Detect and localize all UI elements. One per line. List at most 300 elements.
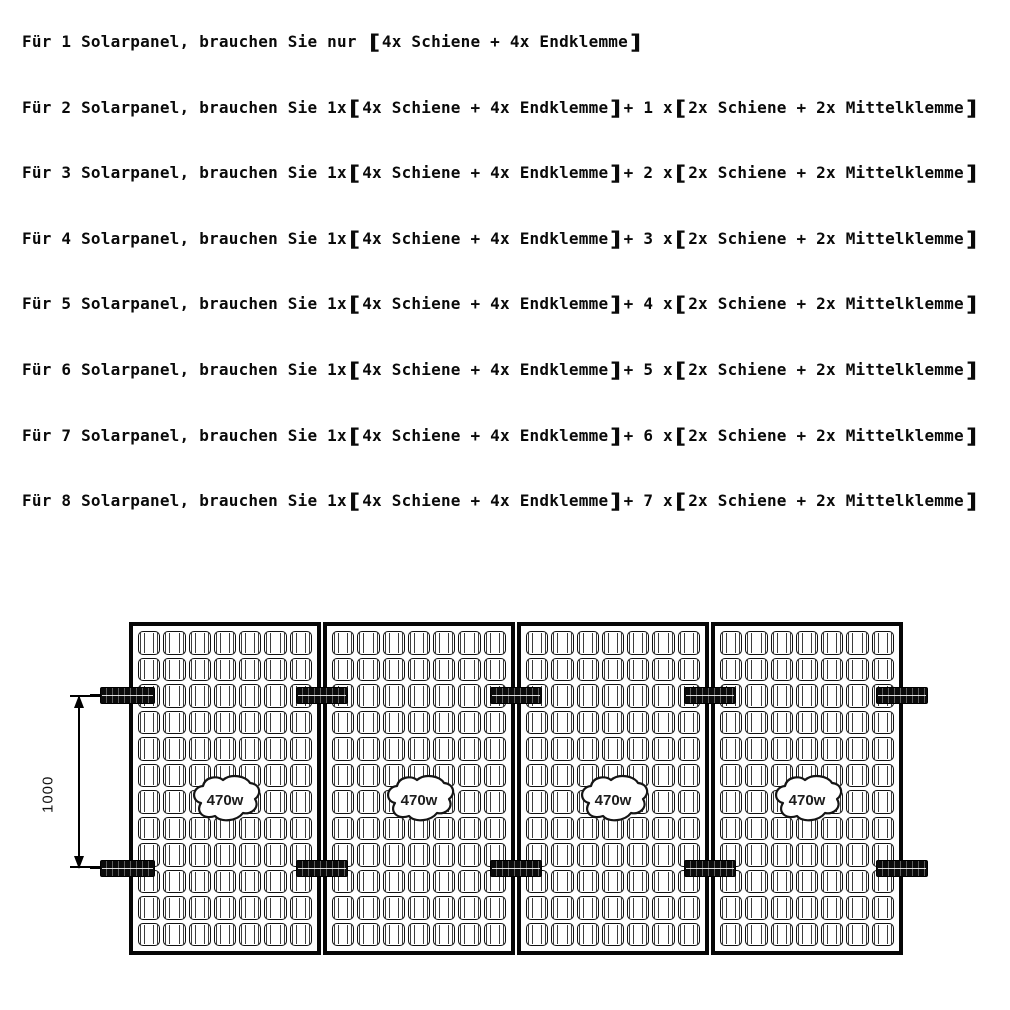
wattage-cloud (186, 772, 264, 828)
solar-cell (383, 923, 405, 947)
solar-cell (551, 711, 573, 735)
solar-cell (332, 631, 354, 655)
instruction-line: Für 3 Solarpanel, brauchen Sie 1x[ 4x Schiene + 4x Endklemme] + 2 x[ 2x Schiene + 2x Mittelklemme] (22, 161, 978, 186)
open-bracket: [ (348, 292, 361, 317)
solar-cell (720, 790, 742, 814)
solar-cell (846, 764, 868, 788)
solar-cell (846, 684, 868, 708)
solar-cell (264, 843, 286, 867)
solar-cell (458, 631, 480, 655)
solar-cell (433, 896, 455, 920)
open-bracket: [ (674, 292, 687, 317)
close-bracket: ] (610, 292, 622, 317)
solar-cell (652, 817, 674, 841)
solar-cell (458, 711, 480, 735)
solar-cell (652, 711, 674, 735)
solar-cell (408, 737, 430, 761)
solar-cell (214, 737, 236, 761)
solar-cell (745, 658, 767, 682)
solar-cell (627, 737, 649, 761)
solar-cell (796, 631, 818, 655)
solar-cell (239, 923, 261, 947)
solar-cell (846, 923, 868, 947)
solar-cell (239, 631, 261, 655)
solar-cell (796, 658, 818, 682)
end-clamp-icon (100, 687, 155, 704)
mid-clamp-icon (684, 860, 736, 877)
solar-cell (846, 817, 868, 841)
solar-cell (652, 737, 674, 761)
solar-cell (264, 870, 286, 894)
end-clamp-icon (876, 860, 928, 877)
solar-cell (678, 658, 700, 682)
solar-cell (357, 843, 379, 867)
solar-cell (771, 631, 793, 655)
solar-cell (526, 790, 548, 814)
solar-cell (771, 896, 793, 920)
solar-cell (551, 684, 573, 708)
solar-cell (577, 737, 599, 761)
solar-cell (239, 870, 261, 894)
solar-cell (796, 737, 818, 761)
solar-cell (846, 870, 868, 894)
solar-cell (214, 870, 236, 894)
solar-cell (458, 658, 480, 682)
solar-cell (383, 870, 405, 894)
solar-cell (357, 631, 379, 655)
solar-cell (264, 923, 286, 947)
solar-cell (383, 896, 405, 920)
dimension-line (78, 697, 80, 867)
solar-cell (264, 764, 286, 788)
solar-cell (678, 923, 700, 947)
solar-cell (771, 923, 793, 947)
solar-cell (189, 711, 211, 735)
solar-cell (872, 711, 894, 735)
solar-cell (484, 658, 506, 682)
solar-cell (332, 764, 354, 788)
solar-cell (357, 711, 379, 735)
wattage-label: 470w (788, 791, 826, 809)
close-bracket: ] (965, 226, 978, 251)
solar-cell (551, 843, 573, 867)
solar-cell (551, 631, 573, 655)
solar-cell (652, 923, 674, 947)
open-bracket: [ (674, 95, 687, 120)
close-bracket: ] (965, 292, 978, 317)
solar-cell (678, 817, 700, 841)
solar-cell (458, 764, 480, 788)
solar-cell (821, 631, 843, 655)
solar-cell (577, 896, 599, 920)
solar-cell (872, 790, 894, 814)
solar-cell (332, 896, 354, 920)
solar-cell (189, 896, 211, 920)
solar-cell (357, 896, 379, 920)
solar-cell (652, 764, 674, 788)
solar-cell (627, 870, 649, 894)
solar-cell (214, 923, 236, 947)
solar-cell (872, 737, 894, 761)
solar-cell (821, 843, 843, 867)
instruction-line: Für 5 Solarpanel, brauchen Sie 1x[ 4x Schiene + 4x Endklemme] + 4 x[ 2x Schiene + 2x Mittelklemme] (22, 292, 978, 317)
solar-cell (551, 817, 573, 841)
open-bracket: [ (348, 95, 361, 120)
solar-cell (239, 711, 261, 735)
solar-cell (577, 843, 599, 867)
solar-cell (846, 790, 868, 814)
close-bracket: ] (610, 489, 622, 514)
open-bracket: [ (348, 357, 361, 382)
solar-cell (602, 684, 624, 708)
solar-cell (239, 737, 261, 761)
solar-cell (602, 737, 624, 761)
solar-cell (678, 790, 700, 814)
solar-cell (771, 843, 793, 867)
solar-cell (846, 737, 868, 761)
solar-cell (433, 843, 455, 867)
solar-cell (357, 737, 379, 761)
solar-cell (458, 870, 480, 894)
solar-cell (264, 631, 286, 655)
solar-cell (846, 896, 868, 920)
wattage-label: 470w (206, 791, 244, 809)
solar-cell (163, 923, 185, 947)
solar-cell (458, 737, 480, 761)
solar-cell (652, 631, 674, 655)
solar-cell (484, 923, 506, 947)
solar-cell (383, 737, 405, 761)
solar-cell (745, 764, 767, 788)
solar-cell (264, 711, 286, 735)
solar-cell (163, 764, 185, 788)
solar-cell (189, 870, 211, 894)
close-bracket: ] (965, 423, 978, 448)
solar-cell (484, 817, 506, 841)
solar-cell (771, 658, 793, 682)
solar-cell (383, 684, 405, 708)
solar-panel (517, 622, 709, 955)
solar-cell (458, 843, 480, 867)
solar-cell (138, 817, 160, 841)
solar-cell (163, 790, 185, 814)
solar-cell (821, 658, 843, 682)
solar-cell (577, 870, 599, 894)
solar-cell (821, 870, 843, 894)
solar-cell (138, 896, 160, 920)
end-clamp-icon (876, 687, 928, 704)
close-bracket: ] (610, 226, 622, 251)
solar-cell (627, 711, 649, 735)
solar-cell (678, 896, 700, 920)
solar-panel (129, 622, 321, 955)
solar-cell (189, 658, 211, 682)
solar-cell (577, 658, 599, 682)
solar-cell (163, 737, 185, 761)
solar-cell (138, 711, 160, 735)
solar-cell (138, 658, 160, 682)
solar-cell (678, 631, 700, 655)
solar-cell (433, 737, 455, 761)
solar-cell (796, 870, 818, 894)
solar-cell (526, 631, 548, 655)
solar-cell (652, 790, 674, 814)
mid-clamp-icon (296, 687, 348, 704)
open-bracket: [ (674, 357, 687, 382)
solar-cell (551, 870, 573, 894)
solar-cell (189, 684, 211, 708)
open-bracket: [ (348, 226, 361, 251)
solar-cell (408, 684, 430, 708)
solar-cell (627, 896, 649, 920)
solar-cell (138, 737, 160, 761)
solar-cell (872, 817, 894, 841)
solar-cell (163, 843, 185, 867)
solar-cell (627, 923, 649, 947)
solar-cell (408, 870, 430, 894)
solar-cell (872, 896, 894, 920)
solar-cell (720, 631, 742, 655)
solar-cell (408, 658, 430, 682)
solar-cell (163, 658, 185, 682)
solar-cell (383, 631, 405, 655)
solar-cell (551, 896, 573, 920)
wattage-label: 470w (400, 791, 438, 809)
solar-cell (138, 631, 160, 655)
solar-cell (138, 790, 160, 814)
solar-cell (846, 658, 868, 682)
instruction-line: Für 4 Solarpanel, brauchen Sie 1x[ 4x Schiene + 4x Endklemme] + 3 x[ 2x Schiene + 2x Mittelklemme] (22, 226, 978, 251)
solar-cell (484, 737, 506, 761)
solar-cell (551, 923, 573, 947)
solar-cell (357, 817, 379, 841)
solar-cell (433, 923, 455, 947)
solar-cell (332, 737, 354, 761)
solar-cell (189, 843, 211, 867)
solar-cell (821, 923, 843, 947)
solar-cell (720, 896, 742, 920)
solar-cell (458, 817, 480, 841)
solar-cell (652, 658, 674, 682)
solar-cell (771, 870, 793, 894)
solar-cell (745, 711, 767, 735)
solar-cell (720, 764, 742, 788)
solar-cell (872, 658, 894, 682)
solar-cell (796, 923, 818, 947)
solar-cell (433, 711, 455, 735)
mid-clamp-icon (684, 687, 736, 704)
solar-cell (602, 843, 624, 867)
open-bracket: [ (674, 161, 687, 186)
mid-clamp-icon (490, 687, 542, 704)
solar-cell (290, 737, 312, 761)
solar-cell (526, 658, 548, 682)
solar-cell (796, 684, 818, 708)
solar-cell (290, 896, 312, 920)
solar-cell (526, 923, 548, 947)
solar-cell (821, 684, 843, 708)
solar-cell (138, 764, 160, 788)
open-bracket: [ (674, 423, 687, 448)
solar-cell (458, 896, 480, 920)
solar-cell (720, 711, 742, 735)
solar-array-diagram (0, 600, 1010, 995)
solar-cell (383, 658, 405, 682)
solar-cell (290, 658, 312, 682)
solar-cell (796, 896, 818, 920)
solar-cell (189, 923, 211, 947)
solar-cell (239, 896, 261, 920)
solar-cell (526, 896, 548, 920)
solar-cell (290, 923, 312, 947)
solar-cell (433, 658, 455, 682)
solar-cell (602, 923, 624, 947)
solar-cell (678, 711, 700, 735)
solar-cell (652, 870, 674, 894)
solar-cell (821, 896, 843, 920)
close-bracket: ] (965, 489, 978, 514)
solar-cell (771, 737, 793, 761)
solar-cell (264, 658, 286, 682)
instruction-line: Für 1 Solarpanel, brauchen Sie nur [ 4x Schiene + 4x Endklemme] (22, 30, 642, 54)
solar-cell (264, 790, 286, 814)
open-bracket: [ (674, 226, 687, 251)
solar-cell (577, 684, 599, 708)
solar-cell (551, 790, 573, 814)
solar-cell (678, 764, 700, 788)
solar-cell (433, 631, 455, 655)
instruction-line: Für 2 Solarpanel, brauchen Sie 1x[ 4x Schiene + 4x Endklemme] + 1 x[ 2x Schiene + 2x Mittelklemme] (22, 95, 978, 120)
solar-cell (214, 658, 236, 682)
solar-cell (745, 737, 767, 761)
solar-cell (357, 764, 379, 788)
solar-cell (332, 817, 354, 841)
solar-cell (163, 631, 185, 655)
solar-cell (357, 684, 379, 708)
solar-cell (163, 817, 185, 841)
solar-cell (821, 711, 843, 735)
solar-cell (408, 923, 430, 947)
solar-cell (745, 923, 767, 947)
solar-cell (846, 843, 868, 867)
solar-cell (745, 790, 767, 814)
dimension-label: 1000 (39, 775, 57, 813)
solar-cell (408, 896, 430, 920)
solar-cell (484, 711, 506, 735)
open-bracket: [ (368, 30, 381, 54)
solar-cell (720, 817, 742, 841)
solar-cell (526, 817, 548, 841)
solar-cell (872, 923, 894, 947)
solar-cell (189, 631, 211, 655)
solar-cell (214, 711, 236, 735)
solar-cell (383, 711, 405, 735)
solar-cell (627, 631, 649, 655)
wattage-label: 470w (594, 791, 632, 809)
solar-cell (796, 711, 818, 735)
solar-cell (239, 658, 261, 682)
open-bracket: [ (674, 489, 687, 514)
solar-cell (163, 711, 185, 735)
solar-cell (720, 658, 742, 682)
open-bracket: [ (348, 161, 361, 186)
close-bracket: ] (965, 95, 978, 120)
solar-cell (602, 711, 624, 735)
solar-cell (602, 870, 624, 894)
solar-cell (189, 737, 211, 761)
solar-cell (796, 843, 818, 867)
solar-cell (720, 923, 742, 947)
close-bracket: ] (965, 161, 978, 186)
instruction-line: Für 7 Solarpanel, brauchen Sie 1x[ 4x Schiene + 4x Endklemme] + 6 x[ 2x Schiene + 2x Mittelklemme] (22, 423, 978, 448)
solar-cell (745, 843, 767, 867)
solar-cell (332, 923, 354, 947)
solar-cell (357, 870, 379, 894)
solar-cell (745, 684, 767, 708)
solar-cell (745, 870, 767, 894)
solar-cell (720, 737, 742, 761)
solar-cell (214, 631, 236, 655)
solar-cell (745, 631, 767, 655)
solar-cell (652, 896, 674, 920)
solar-cell (551, 764, 573, 788)
solar-cell (484, 631, 506, 655)
solar-cell (745, 896, 767, 920)
solar-panel (711, 622, 903, 955)
solar-cell (264, 896, 286, 920)
solar-cell (602, 658, 624, 682)
solar-cell (484, 790, 506, 814)
solar-cell (357, 790, 379, 814)
solar-cell (551, 658, 573, 682)
solar-cell (264, 737, 286, 761)
solar-cell (239, 843, 261, 867)
open-bracket: [ (348, 423, 361, 448)
solar-cell (408, 631, 430, 655)
solar-cell (484, 764, 506, 788)
solar-cell (846, 631, 868, 655)
solar-cell (458, 684, 480, 708)
solar-cell (678, 737, 700, 761)
close-bracket: ] (629, 30, 642, 54)
solar-cell (290, 790, 312, 814)
instruction-line: Für 8 Solarpanel, brauchen Sie 1x[ 4x Schiene + 4x Endklemme] + 7 x[ 2x Schiene + 2x Mittelklemme] (22, 489, 978, 514)
solar-cell (264, 684, 286, 708)
solar-cell (264, 817, 286, 841)
panel-row (129, 622, 905, 955)
solar-cell (872, 764, 894, 788)
solar-cell (214, 684, 236, 708)
mid-clamp-icon (490, 860, 542, 877)
instruction-line: Für 6 Solarpanel, brauchen Sie 1x[ 4x Schiene + 4x Endklemme] + 5 x[ 2x Schiene + 2x Mittelklemme] (22, 357, 978, 382)
solar-cell (458, 790, 480, 814)
solar-cell (551, 737, 573, 761)
solar-cell (577, 631, 599, 655)
solar-cell (239, 684, 261, 708)
solar-cell (290, 631, 312, 655)
solar-cell (332, 711, 354, 735)
solar-cell (745, 817, 767, 841)
solar-cell (458, 923, 480, 947)
solar-panel (323, 622, 515, 955)
solar-cell (357, 923, 379, 947)
solar-cell (602, 631, 624, 655)
solar-cell (332, 658, 354, 682)
solar-cell (163, 896, 185, 920)
solar-cell (577, 923, 599, 947)
close-bracket: ] (610, 357, 622, 382)
solar-cell (577, 711, 599, 735)
